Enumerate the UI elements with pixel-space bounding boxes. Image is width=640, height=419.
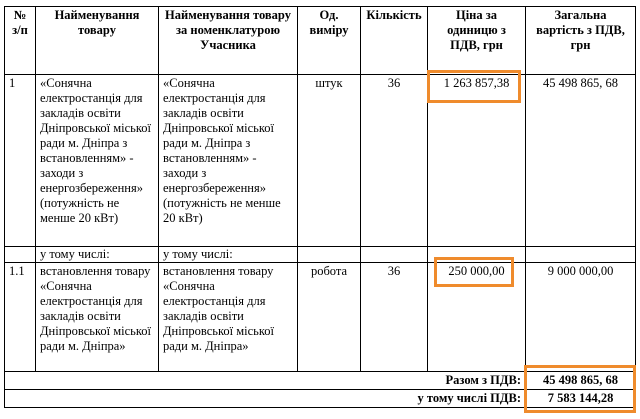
row-total: 45 498 865, 68: [526, 75, 636, 247]
row-unit-price: 1 263 857,38: [428, 75, 526, 247]
row-total: 9 000 000,00: [526, 263, 636, 372]
header-unit-price: Ціна за одиницю з ПДВ, грн: [428, 7, 526, 75]
summary-total-value: 45 498 865, 68: [526, 372, 636, 390]
header-num: № з/п: [5, 7, 36, 75]
summary-total-row: [5, 372, 636, 390]
price-table: [4, 6, 636, 408]
table-row: [5, 263, 636, 372]
row-name: встановлення товару «Сонячна електростанція для закладів освіти Дніпровської міської ради м. Дніпра»: [36, 263, 159, 372]
summary-vat-value: 7 583 144,28: [526, 390, 636, 408]
row-name: «Сонячна електростанція для закладів освіти Дніпровської міської ради м. Дніпра з встановленням» - заходи з енергозбереження» (потужність не менше 20 кВт): [36, 75, 159, 247]
row-name-nomenclature: «Сонячна електростанція для закладів освіти Дніпровської міської ради м. Дніпра з встановленням» - заходи з енергозбереження» (потужність не менше 20 кВт): [159, 75, 298, 247]
header-name: Найменування товару: [36, 7, 159, 75]
row-unit: штук: [298, 75, 361, 247]
row-unit: робота: [298, 263, 361, 372]
summary-total-label: Разом з ПДВ:: [5, 372, 526, 390]
header-total: Загальна вартість з ПДВ, грн: [526, 7, 636, 75]
row-num: 1: [5, 75, 36, 247]
row-qty: 36: [361, 75, 428, 247]
header-name-nomenclature: Найменування товару за номенклатурою Учасника: [159, 7, 298, 75]
summary-vat-row: [5, 390, 636, 408]
row-name-nomenclature: встановлення товару «Сонячна електростанція для закладів освіти Дніпровської міської ради м. Дніпра»: [159, 263, 298, 372]
summary-vat-label: у тому числі ПДВ:: [5, 390, 526, 408]
table-row: [5, 247, 636, 263]
row-unit-price: 250 000,00: [428, 263, 526, 372]
row-name: у тому числі:: [36, 247, 159, 263]
table-header-row: [5, 7, 636, 75]
header-unit: Од. виміру: [298, 7, 361, 75]
row-qty: 36: [361, 263, 428, 372]
header-qty: Кількість: [361, 7, 428, 75]
table-row: [5, 75, 636, 247]
row-num: 1.1: [5, 263, 36, 372]
row-name-nomenclature: у тому числі:: [159, 247, 298, 263]
